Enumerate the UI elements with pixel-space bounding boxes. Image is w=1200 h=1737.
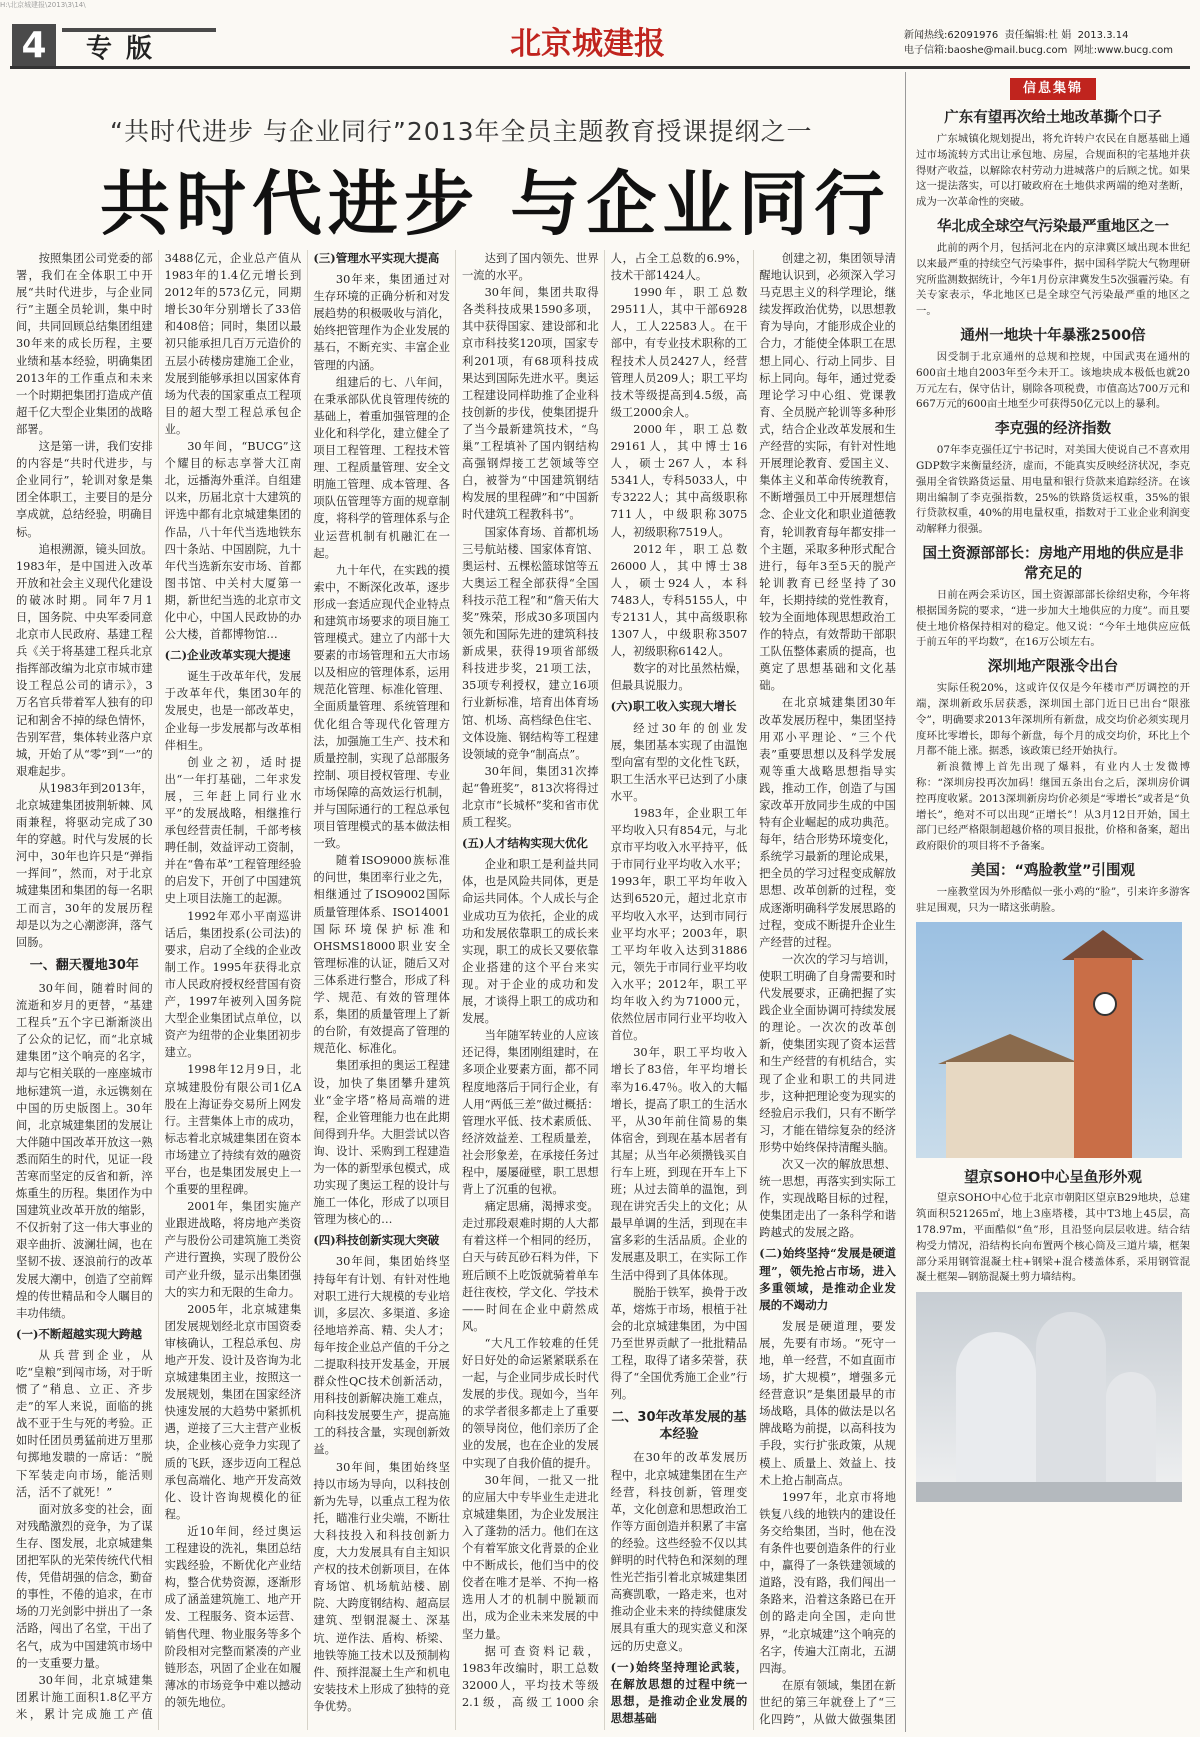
hotline-value: 62091976 <box>947 30 999 41</box>
news-body: 此前的两个月，包括河北在内的京津冀区域出现本世纪以来最严重的持续空气污染事件，据中国科学院大气物理研究所监测数据统计，今年1月份京津冀发生5次强霾污染。有关专家表示，华北地区已是全球空气污染最严重的地区之一。 <box>916 241 1190 318</box>
soho-photo <box>916 1292 1182 1502</box>
top-strip: H:\北京城建报\2013\3\14\ <box>0 1 86 9</box>
news-title: 李克强的经济指数 <box>995 421 1111 438</box>
news-item <box>916 108 1190 211</box>
editor-label: 责任编辑: <box>1004 30 1049 41</box>
email-label: 电子信箱: <box>904 45 948 56</box>
paragraph: 从1983年到2013年，北京城建集团披荆斩棘、风雨兼程，将驱动完成了30年的穿越。时代与发展的长河中，30年也许只是“弹指一挥间”，然而，对于北京城建集团和集团的每一名职工而言，30年的发展历程却是以为之心潮澎湃，落气回肠。 <box>16 781 153 949</box>
paragraph: “大凡工作较难的任凭好日好处的命运紧紧联系在一起，与企业同步成长时代发展的步伐。现如今，当年的求学者很多都走上了重要的领导岗位，他们亲历了企业的发展，也在企业的发展中实现了自我价值的提升。 <box>461 1336 599 1470</box>
paragraph: 30年间，随着时间的流逝和岁月的更替，“基建工程兵”五个字已渐渐淡出了公众的记忆，而“北京城建集团”这个响亮的名字，却与它相关联的一座座城市地标建筑一道，永远镌刻在中国的历史版图上。30年间，北京城建集团的发展让大伴随中国改革开放这一熟悉而陌生的时代，见证一段苦寒而坚定的反省和新，淬炼重生的历程。集团作为中国建筑业改革开放的缩影，不仅折射了这一伟大事业的艰辛曲折、波澜壮阔，也在坚韧不拔、逐浪前行的改革发展大潮中，创造了空前辉煌的传世精品和令人瞩目的丰功伟绩。 <box>16 981 153 1320</box>
news-item <box>916 657 1190 855</box>
paragraph: 1992年邓小平南巡讲话后，集团投系(公司法)的要求，启动了全线的企业改制工作。1995年获得北京市人民政府授权经营国有资产，1997年被列入国务院大型企业集团试点单位，以资产为纽带的企业集团初步建立。 <box>164 909 302 1060</box>
hotline-label: 新闻热线: <box>904 30 948 41</box>
paragraph: 近10年间，经过奥运工程建设的洗礼，集团总结实践经验，不断优化产业结构，整合优势资源，逐渐形成了涵盖建筑施工、地产开发、工程服务、资本运营、销售代理、物业服务等多个阶段相对完整而紧凑的产业链形态，巩固了企业在如履薄冰的市场竞争中难以撼动的领先地位。 <box>164 1524 302 1709</box>
paragraph: 创业之初，适时提出“一年打基础，二年求发展，三年赶上同行业水平”的发展战略，相继推行承包经营责任制，千部考核聘任制，效益评动工资制，并在“鲁布革”工程管理经验的启发下，开创了中国建筑史上项目法施工的起源。 <box>164 755 302 906</box>
paragraph: 国家体育场、首都机场三号航站楼、国家体育馆、奥运村、五棵松篮球馆等五大奥运工程全部获得“全国科技示范工程”和“詹天佑大奖”殊荣，形成30多项国内领先和国际先进的建筑科技新成果，获得19项省部级科技进步奖，21项工法，35项专利授权，建立16项行业新标准，培育出体育场馆、机场、高档绿色住宅、文体设施、钢结构等工程建设领域的竞争“制高点”。 <box>461 525 599 761</box>
section-heading: 二、30年改革发展的基本经验 <box>611 1410 747 1443</box>
news-item <box>916 544 1190 651</box>
web-value: www.bucg.com <box>1097 45 1173 56</box>
paragraph: 当年随军转业的人应该还记得，集团刚组建时，在多项企业要素方面，都不同程度地落后于同行企业，有人用“两低三差”做过概括：管理水平低、技术素质低、经济效益差、工程质量差，社会形象差，在承接任务过程中，屡屡碰壁，职工思想背上了沉重的包袱。 <box>461 1029 599 1197</box>
news-body: 新浪微博上首先出现了爆料，有业内人士发微博称：“深圳房投再次加码！继国五条出台之后，深圳房价调控再度收紧。2013深圳新房均价必须是“零增长”或者是“负增长”，绝对不可以出现“正增长”！从3月12日开始，国土部门已经严格限制超越价格的项目报批，价格和备案，超出政府限价的项目将不予备案。 <box>916 761 1190 853</box>
news-title: 美国：“鸡脸教堂”引围观 <box>970 862 1136 879</box>
news-item <box>916 419 1190 538</box>
paragraph: 30年间，集团31次捧起“鲁班奖”，813次将得过北京市“长城杯”奖和省市优质工程奖。 <box>461 764 599 830</box>
news-title: 华北成全球空气污染最严重地区之一 <box>937 218 1169 235</box>
paragraph: 在北京城建集团30年改革发展历程中，集团坚持用邓小平理论、“三个代表”重要思想以及科学发展观等重大战略思想指导实践，推动工作，创造了与国家改革开放同步生成的中国特有企业崛起的成功典范。每年，结合形势环境变化，系统学习最新的理论成果，把全员的学习过程变成解放思想、改革创新的过程，变成逐渐明确科学发展思路的过程，变成不断提升企业生产经营的过程。 <box>759 696 896 949</box>
paragraph: 30年间，集团始终坚持以市场为导向，以科技创新为先导，以重点工程为依托，瞄准行业尖端，不断壮大科技投入和科技创新力度，大力发展具有自主知识产权的技术创新项目，在体育场馆、机场航站楼、剧院、大跨度钢结构、超高层建筑、型钢混凝土、深基坑、逆作法、盾构、桥梁、地铁等施工技术以及预制构件、预拌混凝土生产和机电安装技术上形成了独特的竞争优势。 <box>313 1460 450 1713</box>
paragraph: 集团承担的奥运工程建设，加快了集团攀升建筑业“金字塔”格局高端的进程，企业管理能力也在此期间得到升华。大胆尝试以咨询、设计、采购到工程建造为一体的新型承包模式，成功实现了奥运工程的设计与施工一体化，形成了以项目管理为核心的… <box>313 1059 450 1227</box>
article-headline: 共时代进步 与企业同行 <box>100 163 891 245</box>
church-roof-shape <box>938 1034 1082 1064</box>
subheading: (二)企业改革实现大提速 <box>164 648 291 663</box>
news-item <box>916 861 1190 917</box>
subheading: (三)管理水平实现大提高 <box>313 251 440 265</box>
issue-date: 2013.3.14 <box>1077 30 1129 41</box>
news-body: 望京SOHO中心位于北京市朝阳区望京B29地块，总建筑面积521265㎡，地上3座塔楼，其中T3地上45层，高178.97m，平面酷似“鱼”形，且沿竖向层层收进。结合结构受力情况，沿结构长向布置两个核心筒及三道片墙，框架部分采用钢管混凝土柱+钢梁+混合楼盖体系，采用钢管混凝土框架—钢筋混凝土剪力墙结构。 <box>916 1192 1190 1284</box>
paragraph: 30年间，一批又一批的应届大中专毕业生走进北京城建集团，为企业发展注入了蓬勃的活力。他们在这个有着军旅文化背景的企业中不断成长，他们当中的佼佼者在唯才是举、不拘一格选用人才的机制中脱颖而出，成为企业未来发展的中坚力量。 <box>461 1473 599 1641</box>
paragraph: 从兵营到企业，从吃“皇粮”到闯市场，对于昕惯了“稍息、立正、齐步走”的军人来说，面临的挑战不亚于生与死的考验。正如时任团员勇猛前进万里那句掷地发聩的一席话：“脱下军装走向市场，能活则活，活不了就死！” <box>16 1348 153 1499</box>
paragraph: 追根溯源，镜头回放。1983年，是中国进入改革开放和社会主义现代化建设的破冰时期。同年7月1日，国务院、中央军委同意北京市人民政府、基建工程兵《关于将基建工程兵北京指挥部改编为北京市城市建设工程总公司的请示》，3万名官兵带着军人独有的印记和割舍不掉的绿色情怀，告别军营，集体转业落户京城，开始了从“零”到“一”的艰难起步。 <box>16 542 153 778</box>
paragraph: 面对放多变的社会，面对残酷激烈的竞争，为了谋生存、图发展，北京城建集团把军队的光荣传统代代相传，凭借胡强的信念，勤奋的事性，不倦的追求，在市场的刀光剑影中拼出了一条活路，闯出了名堂，干出了名气，成为中国建筑市场中的一支重要力量。 <box>16 1502 153 1670</box>
article-kicker: “共时代进步 与企业同行”2013年全员主题教育授课提纲之一 <box>110 117 813 146</box>
church-tower-shape <box>1074 958 1132 1158</box>
news-body: 广东城镇化规划提出，将允许转户农民在自愿基础上通过市场流转方式出让承包地、房屋，合规面积的宅基地并获得财产收益，以解除农村劳动力进城落户的后顾之忧。如果这一提法落实，可以打破政府在土地供求两端的绝对垄断，成为一次革命性的突破。 <box>916 133 1190 209</box>
news-item <box>916 326 1190 413</box>
paragraph: 2001年，集团实施产业跟进战略，将房地产类资产与股份公司建筑施工类资产进行置换，实现了股份公司产业升级，显示出集团强大的实力和无限的生命力。 <box>164 1200 302 1299</box>
news-body: 一座教堂因为外形酷似一张小鸡的“脸”，引来许多游客驻足围观，只为一睹这张萌脸。 <box>916 885 1190 914</box>
editor-value: 杜 娟 <box>1048 30 1072 41</box>
paragraph: 诞生于改革年代，发展于改革年代，集团30年的发展史，也是一部改革史，企业每一步发展都与改革相伴相生。 <box>164 670 302 752</box>
contact-info <box>904 28 1194 58</box>
paragraph: 数字的对比虽然枯燥，但最具说服力。 <box>610 662 748 693</box>
paragraph: 30年间，“BUCG”这个耀目的标志享誉大江南北，远播海外重洋。自组建以来，历届北京十大建筑的评选中都有北京城建集团的作品，八十年代当选地铁东四十条站、中国剧院，九十年代当选新东安市场、首都图书馆、中关村大厦第一期，新世纪当选的北京市文化中心，中国人民政协的办公大楼，首都博物馆… <box>164 440 302 642</box>
news-title: 通州一地块十年暴涨2500倍 <box>960 327 1146 344</box>
tower-shape <box>956 1332 1036 1502</box>
section-label: 专版 <box>62 28 216 64</box>
paragraph: 次又一次的解放思想、统一思想，再落实到实际工作，实现战略目标的过程，使集团走出了一条科学和谐跨越式的发展之路。 <box>759 1157 896 1240</box>
paragraph: 2012年，职工总数26000人，其中博士38人，硕士924人，本科7483人，专科5155人，中专2131人，其中高级职称1307人，中级职称3507人，初级职称6142人。 <box>610 542 748 659</box>
subheading: (二)始终坚持“发展是硬道理”，领先抢占市场，进入多重领域，是推动企业发展的不竭动力 <box>759 1246 896 1312</box>
web-label: 网址: <box>1073 45 1098 56</box>
paragraph: 1990年，职工总数29511人，其中干部6928人，工人22583人。在干部中，有专业技术职称的工程技术人员2427人，经营管理人员209人；职工平均技术等级提高到4.5级，高级工2000余人。 <box>610 286 748 419</box>
sidebar-header: 信息集锦 <box>1010 78 1096 100</box>
ground-shape <box>916 1482 1182 1502</box>
church-photo <box>916 922 1182 1158</box>
page-number: 4 <box>12 24 56 68</box>
paragraph: 2005年，北京城建集团发展规划经北京市国资委审核确认，工程总承包、房地产开发、设计及咨询为北京城建集团主业，按照这一发展规划，集团在国家经济快速发展的大趋势中紧抓机遇，逆接了三大主营产业板块，企业核心竞争力实现了质的飞跃，逐步迈向工程总承包高端化、地产开发高效化、设计咨询规模化的征程。 <box>164 1302 302 1521</box>
tower-roof-shape <box>1062 930 1144 960</box>
paragraph: 1997年，北京市将地铁复八线的地铁内的建设任务交给集团，当时，他在没有条件也要创造条件的行业中，赢得了一条铁建领域的道路，没有路，我们闯出一条路来，沿着这条路已在开创的路走向全国，走向世界，“北京城建”这个响亮的名字，传遍大江南北，五湖四海。 <box>759 1490 896 1675</box>
paragraph: 据可查资料记载，1983年改编时，职工总数32000人，平均技术等级2.1级，高级工1000余人，占全工总数的6.9%，技术干部1424人。 <box>461 252 748 1709</box>
news-item <box>916 217 1190 320</box>
masthead: 北京城建报 <box>510 26 665 62</box>
paragraph: 九十年代，在实践的摸索中，不断深化改革，逐步形成一套适应现代企业特点和建筑市场要求的项目施工管理模式。建立了内部十大要素的市场管理和五大市场以及相应的管理体系，运用规范化管理、标准化管理、全面质量管理、系统管理和优化组合等现代化管理方法，加强施工生产、技术和质量控制，实现了总部服务控制、项目授权管理、专业市场保障的高效运行机制，并与国际通行的工程总承包项目管理模式的基本做法相一致。 <box>313 563 450 851</box>
news-title: 国土资源部部长：房地产用地的供应是非常充足的 <box>922 545 1184 582</box>
paragraph: 组建后的七、八年间，在秉承部队优良管理传统的基础上，着重加强管理的企业化和科学化，建立健全了项目工程管理、工程技术管理、工程质量管理、安全文明施工管理、成本管理、各项队伍管理等方面的规章制度，将科学的管理体系与企业运营机制有机融汇在一起。 <box>313 375 450 560</box>
news-item <box>916 1191 1190 1286</box>
news-body: 07年李克强任辽宁书记时，对美国大使说自己不喜欢用GDP数字来衡量经济，虚而，不能真实反映经济状况，李克强用全省铁路货运量、用电量和银行贷款来追踪经济。在该期出编制了李克强指数，25%的铁路货运权重，35%的银行贷款权重，40%的用电量权重，指数对于工业企业利润变动解释力很强。 <box>916 444 1190 536</box>
church-body-shape <box>946 1062 1076 1158</box>
paragraph: 在30年的改革发展历程中，北京城建集团在生产经营，科技创新，管理变革，文化创意和思想政治工作等方面创造并积累了丰富的经验。这些经验不仅以其鲜明的时代特色和深刻的理性光芒指引着北京城建集团高赛凯歌，一路走来，也对推动企业未来的持续健康发展具有重大的现实意义和深远的历史意义。 <box>610 1451 748 1653</box>
news-body: 因受制于北京通州的总规和控规，中国武夷在通州的600亩土地自2003年至今未开工。该地块成本极低也就20万元左右，保守估计，剔除各项税费，市值高达700万元和667万元的600亩土地至少可获得50亿元以上的暴利。 <box>916 350 1190 411</box>
subheading: (一)不断超越实现大跨越 <box>16 1326 142 1341</box>
paragraph: 1998年12月9日，北京城建股份有限公司1亿A股在上海证券交易所上网发行。主营集体上市的成功，标志着北京城建集团在资本市场建立了持续有效的融资平台，也是集团发展史上一个重要的里程碑。 <box>164 1063 302 1197</box>
subheading: (六)职工收入实现大增长 <box>610 699 737 714</box>
paragraph: 创建之初，集团领导清醒地认识到，必须深入学习马克思主义的科学理论，继续发挥政治优势，以思想教育为导向，才能形成企业的合力，才能使全体职工在思想上同心、行动上同步、目标上同向。每年，通过党委理论学习中心组、党课教育、全员脱产轮训等多种形式，结合企业改革发展和生产经营的实际，有针对性地开展理论教育、爱国主义、集体主义和革命传统教育，不断增强员工中开展理想信念、企业文化和职业道德教育，轮训教育每年都安排一个主题，采取多种形式配合进行，每年3至5天的脱产轮训教育已经坚持了30年，长期持续的党性教育，较为全面地体现思想政治工作的特点，有效帮助干部职工队伍整体素质的提高，也奠定了思想基础和文化基础。 <box>759 252 896 693</box>
paragraph: 痛定思痛，渴搏求变。走过那段艰难时期的人大都有着这样一个相同的经历，白天与砖瓦砂石料为伴，下班后顾不上吃饭就骑着单车赶往夜校，学文化、学技术——时间在企业中蔚然成风。 <box>461 1200 599 1333</box>
news-sidebar <box>905 72 1190 1732</box>
paragraph: 一次次的学习与培训，使职工明确了自身需要和时代发展要求，正确把握了实践企业全面协调可持续发展的理论。一次次的改革创新，使集团实现了资本运营和生产经营的有机结合，实现了企业和职工的共同进步，这种把理论变为现实的经验启示我们，只有不断学习，才能在错综复杂的经济形势中始终保持清醒头脑。 <box>759 952 896 1154</box>
paragraph: 在原有领域，集团在新世纪的第三年就登上了“三化四跨”，从做大做强集团 <box>759 1678 896 1726</box>
paragraph: 发展是硬道理，要发展，先要有市场。“死守一地，单一经营，不如直面市场，扩大规模”，增强多元经营意识”是集团最早的市场战略，具体的做法是以名牌战略为前提，以高科技为手段，实行扩张政策，从规模上、质量上、效益上、技术上抢占制高点。 <box>759 1319 896 1487</box>
paragraph: 30年间，集团共取得各类科技成果1590多项，其中获得国家、建设部和北京市科技奖120项，国家专利201项，有68项科技成果达到国际先进水平。奥运工程建设同样助推了企业科技创新的步伐，使集团提升了当今最新建筑技术，“鸟巢”工程填补了国内钢结构高强钢焊接工艺领域等空白，被誉为“中国建筑钢结构发展的里程碑”和“中国新时代建筑工程教科书”。 <box>461 286 599 522</box>
article-body <box>16 250 896 1730</box>
paragraph: 30年间，集团始终坚持每年有计划、有针对性地对职工进行大规模的专业培训，多层次、多渠道、多途径地培养高、精、尖人才；每年按企业总产值的千分之二提取科技开发基金，开展群众性QC技术创新活动，用科技创新解决施工难点，向科技发展要生产，提高施工的科技含量，实现创新效益。 <box>313 1255 450 1457</box>
news-title: 广东有望再次给土地改革撕个口子 <box>944 110 1162 126</box>
photo-caption: 望京SOHO中心呈鱼形外观 <box>964 1170 1142 1187</box>
paragraph: 30年，职工平均收入增长了83倍，年平均增长率为16.47％。收入的大幅增长，提高了职工的生活水平，从30年前住简易的集体宿舍，到现在基本居者有其屋；从当年必须攒钱买自行车上班，到现在开车上下班；从过去简单的温饱，到现在讲究舌尖上的文化；从最早单调的生活，到现在丰富多彩的生活品质。企业的发展惠及职工，在实际工作生活中得到了具体体现。 <box>610 1046 748 1282</box>
paragraph: 这是第一讲，我们安排的内容是“共时代进步，与企业同行”，轮训对象是集团全体职工，主要目的是分享成就，总结经验，明确目标。 <box>16 440 153 539</box>
news-body: 实际任税20%，这或许仅仅是今年楼市严厉调控的开端，深圳新政乐居获悉，深圳国土部门近日已出台“限涨令”，明确要求2013年深圳所有新盘，成交均价必须实现月度环比零增长，即每个新盘，每个月的成交均价，环比上个月都不能上涨。据悉，该政策已经开始执行。 <box>916 682 1190 758</box>
news-title: 深圳地产限涨令出台 <box>987 659 1119 676</box>
paragraph: 按照集团公司党委的部署，我们在全体职工中开展“共时代进步，与企业同行”主题全员轮训，集中时间，共同回顾总结集团组建30年来的成长历程，主要业绩和基本经验，明确集团2013年的工作重点和未来一个时期把集团打造成产值超千亿大型企业集团的战略部署。 <box>16 252 153 436</box>
subheading: (四)科技创新实现大突破 <box>313 1233 440 1248</box>
paragraph: 脱胎于铁军，换骨于改革，熔炼于市场，根植于社会的北京城建集团，为中国乃至世界贡献了一批批精品工程，取得了诸多荣誉，获得了“全国优秀施工企业”行列。 <box>610 1285 748 1402</box>
paragraph: 企业和职工是利益共同体，也是风险共同体，更是命运共同体。个人成长与企业成功互为依托，企业的成功和发展依靠职工的成长来实现，职工的成长又要依靠企业搭建的这个平台来实现。对于企业的成功和发展，才谈得上职工的成功和发展。 <box>461 858 599 1026</box>
paragraph: 达到了国内领先、世界一流的水平。 <box>461 252 599 283</box>
paragraph: 1983年，企业职工年平均收入只有854元，与北京市平均收入水平持平，低于市同行业平均收入水平；1993年，职工平均年收入达到6520元，超过北京市平均收入水平，达到市同行业平均水平；2003年，职工平均年收入达到31886元，领先于市同行业平均收入水平；2012年，职工平均年收入约为71000元，依然位居市同行业平均收入首位。 <box>610 807 748 1043</box>
news-body: 日前在两会采访区，国土资源部部长徐绍史称，今年将根据国务院的要求，“进一步加大土地供应的力度”。而且要使土地价格保持相对的稳定。他又说：“今年土地供应应低于前五年的平均数”，在16万公顷左右。 <box>916 588 1190 649</box>
paragraph: 30年来，集团通过对生存环境的正确分析和对发展趋势的积极吸收与消化，始终把管理作为企业发展的基石，不断充实、丰富企业管理的内涵。 <box>313 273 450 372</box>
section-heading: 一、翻天覆地30年 <box>29 957 139 973</box>
email-value: baoshe@mail.bucg.com <box>947 45 1068 56</box>
paragraph: 2000年，职工总数29161人，其中博士16人，硕士267人，本科5341人，专科5033人，中专3222人；其中高级职称711人，中级职称3075人，初级职称7519人。 <box>610 422 748 539</box>
subheading: (五)人才结构实现大优化 <box>461 836 588 851</box>
tower-shape <box>1036 1312 1106 1502</box>
subheading: (一)始终坚持理论武装，在解放思想的过程中统一思想，是推动企业发展的思想基础 <box>610 1659 748 1725</box>
header-rule <box>10 66 1190 69</box>
paragraph: 30年间，北京城建集团累计施工面积1.8亿平方米，累计完成施工产值3488亿元，企业总产值从1983年的1.4亿元增长到2012年的573亿元，同期增长30年分别增长了33倍和408倍；同时，集团以最初只能承担几百万元造价的五层小砖楼房建施工企业，发展到能够承担以国家体育场为代表的国家重点工程项目的超大型工程总承包企业。 <box>16 252 302 1721</box>
paragraph: 随着ISO9000族标准的问世，集团率行业之先，相继通过了ISO9002国际质量管理体系、ISO14001国际环境保护标准和OHSMS18000职业安全管理标准的认证，随后又对三体系进行整合，形成了科学、规范、有效的管理体系，集团的质量管理上了新的台阶，有效提高了管理的规范化、标准化。 <box>313 854 450 1056</box>
paragraph: 经过30年的创业发展，集团基本实现了由温饱型向富有型的文化性飞跃，职工生活水平已达到了小康水平。 <box>610 721 748 803</box>
